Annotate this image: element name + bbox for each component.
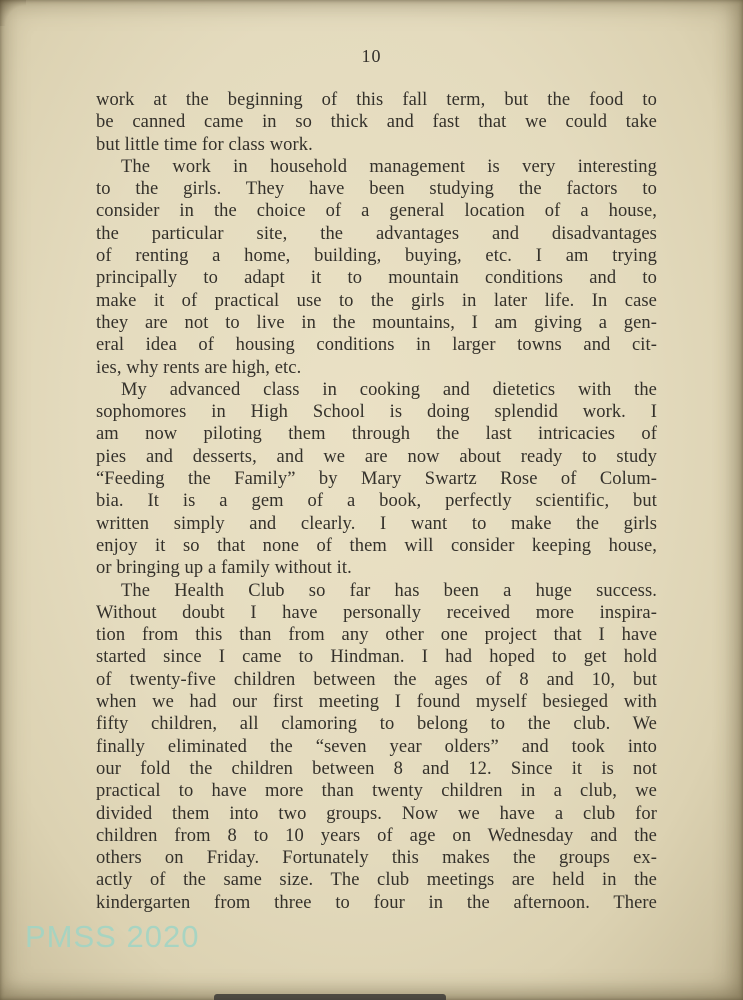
watermark: PMSS 2020 (25, 919, 200, 954)
text-line: principally to adapt it to mountain conditions and to (96, 268, 657, 289)
text-line: actly of the same size. The club meetings are held in the (96, 870, 657, 891)
paragraph (96, 156, 657, 379)
text-line: divided them into two groups. Now we have a club for (96, 803, 657, 824)
page-text (96, 89, 657, 914)
text-line: bia. It is a gem of a book, perfectly scientific, but (96, 491, 657, 512)
text-line: work at the beginning of this fall term, but the food to (96, 90, 657, 110)
text-line: when we had our first meeting I found myself besieged with (96, 692, 657, 713)
text-line: of twenty-five children between the ages of 8 and 10, but (96, 669, 657, 690)
text-line: to the girls. They have been studying the factors to (96, 179, 657, 200)
text-line: Without doubt I have personally received more inspira- (96, 602, 657, 623)
text-line: finally eliminated the “seven year olders” and took into (96, 736, 657, 757)
text-line: or bringing up a family without it. (96, 558, 352, 579)
text-line: am now piloting them through the last intricacies of (96, 424, 657, 445)
scan-corner-shadow (0, 0, 26, 26)
text-line: tion from this than from any other one project that I have (96, 625, 657, 646)
text-line: ies, why rents are high, etc. (96, 357, 302, 378)
text-line: they are not to live in the mountains, I am giving a gen- (96, 312, 657, 333)
text-line: eral idea of housing conditions in larger towns and cit- (96, 335, 657, 356)
text-line: but little time for class work. (96, 134, 313, 155)
text-line: others on Friday. Fortunately this makes the groups ex- (96, 848, 657, 869)
text-line: be canned came in so thick and fast that we could take (96, 112, 657, 133)
text-line: The work in household management is very interesting (121, 156, 657, 177)
paragraph (96, 580, 657, 914)
text-line: make it of practical use to the girls in later life. In case (96, 290, 657, 311)
text-line: The Health Club so far has been a huge success. (121, 580, 657, 601)
text-line: My advanced class in cooking and dietetics with the (121, 379, 657, 400)
page-number: 10 (361, 46, 382, 66)
text-line: enjoy it so that none of them will consider keeping house, (96, 535, 657, 556)
text-line: “Feeding the Family” by Mary Swartz Rose of Colum- (96, 469, 657, 490)
scan-edge-artifact (214, 994, 446, 1000)
text-line: fifty children, all clamoring to belong to the club. We (96, 714, 657, 735)
paragraph (96, 379, 657, 580)
paragraph (96, 89, 657, 156)
text-line: children from 8 to 10 years of age on Wednesday and the (96, 825, 657, 846)
text-line: the particular site, the advantages and disadvantages (96, 223, 657, 244)
text-line: consider in the choice of a general location of a house, (96, 201, 657, 222)
text-line: written simply and clearly. I want to make the girls (96, 513, 657, 534)
text-line: sophomores in High School is doing splendid work. I (96, 402, 657, 423)
text-line: pies and desserts, and we are now about ready to study (96, 446, 657, 467)
text-line: practical to have more than twenty children in a club, we (96, 781, 657, 802)
text-line: of renting a home, building, buying, etc. I am trying (96, 246, 657, 267)
text-line: our fold the children between 8 and 12. Since it is not (96, 758, 657, 779)
text-line: kindergarten from three to four in the afternoon. There (96, 892, 657, 913)
text-line: started since I came to Hindman. I had hoped to get hold (96, 647, 657, 668)
